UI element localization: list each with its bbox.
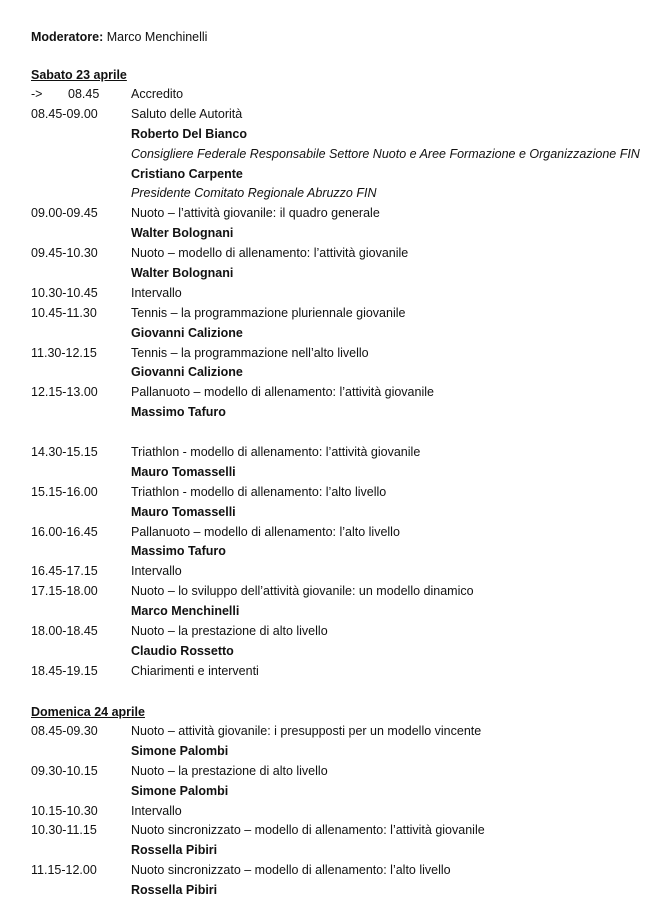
schedule-row (31, 145, 656, 165)
day-title: Sabato 23 aprile (31, 68, 127, 82)
schedule-row (31, 304, 656, 324)
moderator-label: Moderatore: (31, 30, 104, 44)
schedule-row (31, 762, 656, 782)
time-slot: 12.15-13.00 (31, 385, 98, 400)
schedule-row (31, 125, 656, 145)
session-title: Triathlon - modello di allenamento: l’attività giovanile (131, 445, 421, 460)
schedule-row (31, 841, 656, 861)
time-slot: 14.30-15.15 (31, 445, 98, 460)
time-slot: 10.30-10.45 (31, 285, 98, 300)
time-slot: 18.00-18.45 (31, 624, 98, 639)
time-slot: 18.45-19.15 (31, 663, 98, 678)
schedule-row (31, 542, 656, 562)
speaker-name: Marco Menchinelli (131, 604, 240, 619)
schedule-row (31, 383, 656, 403)
schedule-row (31, 244, 656, 264)
session-title: Tennis – la programmazione pluriennale giovanile (131, 305, 406, 320)
schedule-row (31, 582, 656, 602)
session-title: Nuoto – la prestazione di alto livello (131, 763, 328, 778)
schedule-saturday (31, 85, 656, 682)
schedule-row (31, 562, 656, 582)
speaker-name: Claudio Rossetto (131, 643, 234, 658)
time-slot: 16.45-17.15 (31, 564, 98, 579)
time-value: 08.45 (68, 87, 100, 101)
time-slot: 16.00-16.45 (31, 524, 98, 539)
time-slot: 11.30-12.15 (31, 345, 97, 360)
session-title: Tennis – la programmazione nell’alto livello (131, 345, 369, 360)
schedule-row (31, 642, 656, 662)
schedule-row (31, 622, 656, 642)
day-heading-sunday (31, 704, 145, 720)
speaker-role: Consigliere Federale Responsabile Settore Nuoto e Aree Formazione e Organizzazione FIN (131, 146, 640, 161)
session-title: Nuoto – modello di allenamento: l’attività giovanile (131, 246, 409, 261)
session-title: Triathlon - modello di allenamento: l’alto livello (131, 484, 387, 499)
day-heading-saturday (31, 67, 127, 83)
speaker-name: Giovanni Calizione (131, 365, 243, 380)
speaker-name: Cristiano Carpente (131, 166, 243, 181)
session-title: Saluto delle Autorità (131, 106, 243, 121)
schedule-row (31, 722, 656, 742)
session-title: Nuoto – la prestazione di alto livello (131, 624, 328, 639)
schedule-row (31, 523, 656, 543)
session-title: Nuoto sincronizzato – modello di allenamento: l’attività giovanile (131, 823, 485, 838)
speaker-name: Massimo Tafuro (131, 405, 226, 420)
time-slot: 10.30-11.15 (31, 823, 97, 838)
schedule-row (31, 324, 656, 344)
speaker-name: Giovanni Calizione (131, 325, 243, 340)
schedule-row (31, 463, 656, 483)
time-slot: 17.15-18.00 (31, 584, 98, 599)
session-title: Pallanuoto – modello di allenamento: l’attività giovanile (131, 385, 434, 400)
session-title: Nuoto – attività giovanile: i presupposti per un modello vincente (131, 724, 482, 738)
speaker-role: Presidente Comitato Regionale Abruzzo FIN (131, 186, 377, 201)
schedule-row (31, 881, 656, 901)
schedule-sunday (31, 722, 656, 901)
speaker-name: Simone Palombi (131, 743, 229, 758)
schedule-row (31, 204, 656, 224)
time-slot: 09.00-09.45 (31, 206, 98, 221)
arrow-marker: -> (31, 87, 43, 101)
time-slot: 08.45-09.00 (31, 106, 98, 121)
schedule-row (31, 602, 656, 622)
schedule-row (31, 782, 656, 802)
session-title: Nuoto sincronizzato – modello di allenamento: l’alto livello (131, 863, 451, 878)
schedule-row (31, 662, 656, 682)
schedule-row (31, 802, 656, 822)
speaker-name: Mauro Tomasselli (131, 464, 236, 479)
moderator-name: Marco Menchinelli (106, 30, 208, 44)
schedule-row (31, 344, 656, 364)
session-title: Nuoto – lo sviluppo dell’attività giovanile: un modello dinamico (131, 584, 474, 599)
schedule-row (31, 821, 656, 841)
schedule-row (31, 264, 656, 284)
schedule-row (31, 503, 656, 523)
schedule-row (31, 165, 656, 185)
speaker-name: Simone Palombi (131, 783, 229, 798)
schedule-row (31, 443, 656, 463)
time-slot: 11.15-12.00 (31, 863, 97, 878)
session-title: Nuoto – l’attività giovanile: il quadro generale (131, 206, 380, 221)
session-title: Accredito (131, 87, 184, 101)
schedule-row (31, 363, 656, 383)
speaker-name: Walter Bolognani (131, 226, 234, 241)
time-slot: 08.45-09.30 (31, 724, 98, 738)
speaker-name: Mauro Tomasselli (131, 504, 236, 519)
session-title: Pallanuoto – modello di allenamento: l’alto livello (131, 524, 400, 539)
speaker-name: Rossella Pibiri (131, 883, 218, 898)
schedule-row (31, 224, 656, 244)
day-title: Domenica 24 aprile (31, 705, 145, 719)
speaker-name: Massimo Tafuro (131, 544, 226, 559)
time-slot: 15.15-16.00 (31, 484, 98, 499)
session-title: Intervallo (131, 285, 182, 300)
time-slot: 09.45-10.30 (31, 246, 98, 261)
blank-row (31, 423, 656, 443)
time-slot (31, 85, 99, 105)
schedule-row (31, 184, 656, 204)
schedule-row (31, 284, 656, 304)
moderator-line (31, 29, 207, 45)
schedule-row (31, 742, 656, 762)
session-title: Intervallo (131, 803, 182, 818)
schedule-row (31, 105, 656, 125)
schedule-row (31, 85, 656, 105)
schedule-row (31, 861, 656, 881)
session-title: Chiarimenti e interventi (131, 663, 259, 678)
schedule-row (31, 483, 656, 503)
speaker-name: Rossella Pibiri (131, 843, 218, 858)
time-slot: 10.15-10.30 (31, 803, 98, 818)
speaker-name: Walter Bolognani (131, 266, 234, 281)
session-title: Intervallo (131, 564, 182, 579)
schedule-row (31, 403, 656, 423)
speaker-name: Roberto Del Bianco (131, 126, 247, 141)
time-slot: 10.45-11.30 (31, 305, 97, 320)
time-slot: 09.30-10.15 (31, 763, 98, 778)
